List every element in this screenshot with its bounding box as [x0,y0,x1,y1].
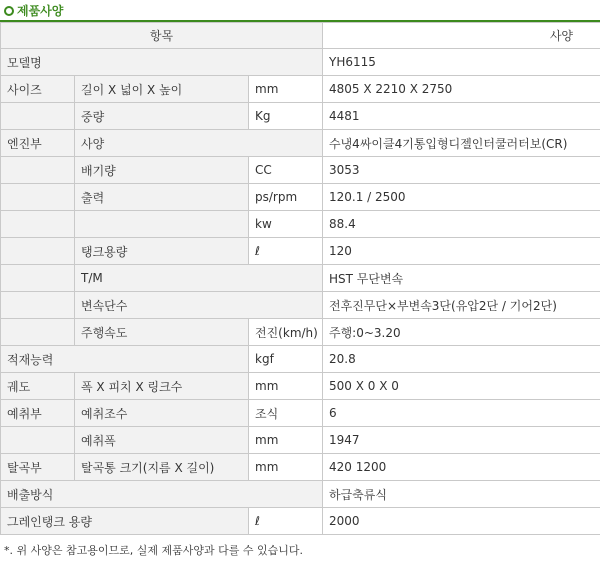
row-category [1,184,75,211]
row-item: 주행속도 [75,319,249,346]
row-value: 4481 [323,103,600,130]
row-unit: mm [249,373,323,400]
row-value: 88.4 [323,211,600,238]
row-item: 예취조수 [75,400,249,427]
table-row [1,238,600,265]
row-unit: ℓ [249,238,323,265]
spec-table [0,22,600,535]
row-unit: kw [249,211,323,238]
row-value: 주행:0~3.20 [323,319,600,346]
row-unit: ps/rpm [249,184,323,211]
table-row [1,211,600,238]
table-row [1,265,600,292]
row-unit: Kg [249,103,323,130]
row-value: HST 무단변속 [323,265,600,292]
row-category: 엔진부 [1,130,75,157]
table-header-row [1,23,600,49]
row-label: 적재능력 [1,346,249,373]
row-item: 변속단수 [75,292,323,319]
row-label: 모델명 [1,49,323,76]
header-spec: 사양 [323,23,600,49]
table-row [1,454,600,481]
table-row [1,319,600,346]
row-value: YH6115 [323,49,600,76]
table-row [1,427,600,454]
row-unit: mm [249,76,323,103]
row-item: 탱크용량 [75,238,249,265]
row-category: 사이즈 [1,76,75,103]
row-label: 그레인탱크 용량 [1,508,249,535]
table-row [1,157,600,184]
section-title [4,1,63,21]
table-row [1,373,600,400]
row-category [1,292,75,319]
table-row [1,130,600,157]
row-value: 420 1200 [323,454,600,481]
table-row [1,76,600,103]
table-row [1,508,600,535]
table-row [1,346,600,373]
row-unit: 조식 [249,400,323,427]
row-unit: 전진(km/h) [249,319,323,346]
table-row [1,400,600,427]
row-category: 궤도 [1,373,75,400]
row-item: 사양 [75,130,323,157]
row-category [1,265,75,292]
table-row [1,49,600,76]
row-unit: kgf [249,346,323,373]
row-category [1,157,75,184]
row-category [1,427,75,454]
row-item: 예취폭 [75,427,249,454]
row-item: 출력 [75,184,249,211]
table-row [1,481,600,508]
row-label: 배출방식 [1,481,323,508]
row-category: 예취부 [1,400,75,427]
row-value: 120 [323,238,600,265]
row-item: 길이 X 넓이 X 높이 [75,76,249,103]
row-category: 탈곡부 [1,454,75,481]
row-value: 20.8 [323,346,600,373]
row-category [1,211,75,238]
section-title-text: 제품사양 [17,4,64,18]
table-row [1,292,600,319]
row-item: T/M [75,265,323,292]
row-value: 하급축류식 [323,481,600,508]
row-category [1,103,75,130]
row-category [1,319,75,346]
table-row [1,184,600,211]
header-item: 항목 [1,23,323,49]
row-value: 2000 [323,508,600,535]
row-value: 120.1 / 2500 [323,184,600,211]
row-category [1,238,75,265]
row-item [75,211,249,238]
row-unit: mm [249,427,323,454]
row-item: 중량 [75,103,249,130]
circle-bullet-icon [4,6,14,16]
row-item: 배기량 [75,157,249,184]
row-value: 6 [323,400,600,427]
row-value: 수냉4싸이클4기통입형디젤인터쿨러터보(CR) [323,130,600,157]
row-value: 4805 X 2210 X 2750 [323,76,600,103]
row-unit: ℓ [249,508,323,535]
row-value: 3053 [323,157,600,184]
disclaimer-note: *. 위 사양은 참고용이므로, 실제 제품사양과 다를 수 있습니다. [4,544,303,557]
row-item: 탈곡통 크기(지름 X 길이) [75,454,249,481]
table-row [1,103,600,130]
row-unit: mm [249,454,323,481]
row-value: 전후진무단×부변속3단(유압2단 / 기어2단) [323,292,600,319]
row-unit: CC [249,157,323,184]
row-item: 폭 X 피치 X 링크수 [75,373,249,400]
row-value: 1947 [323,427,600,454]
row-value: 500 X 0 X 0 [323,373,600,400]
